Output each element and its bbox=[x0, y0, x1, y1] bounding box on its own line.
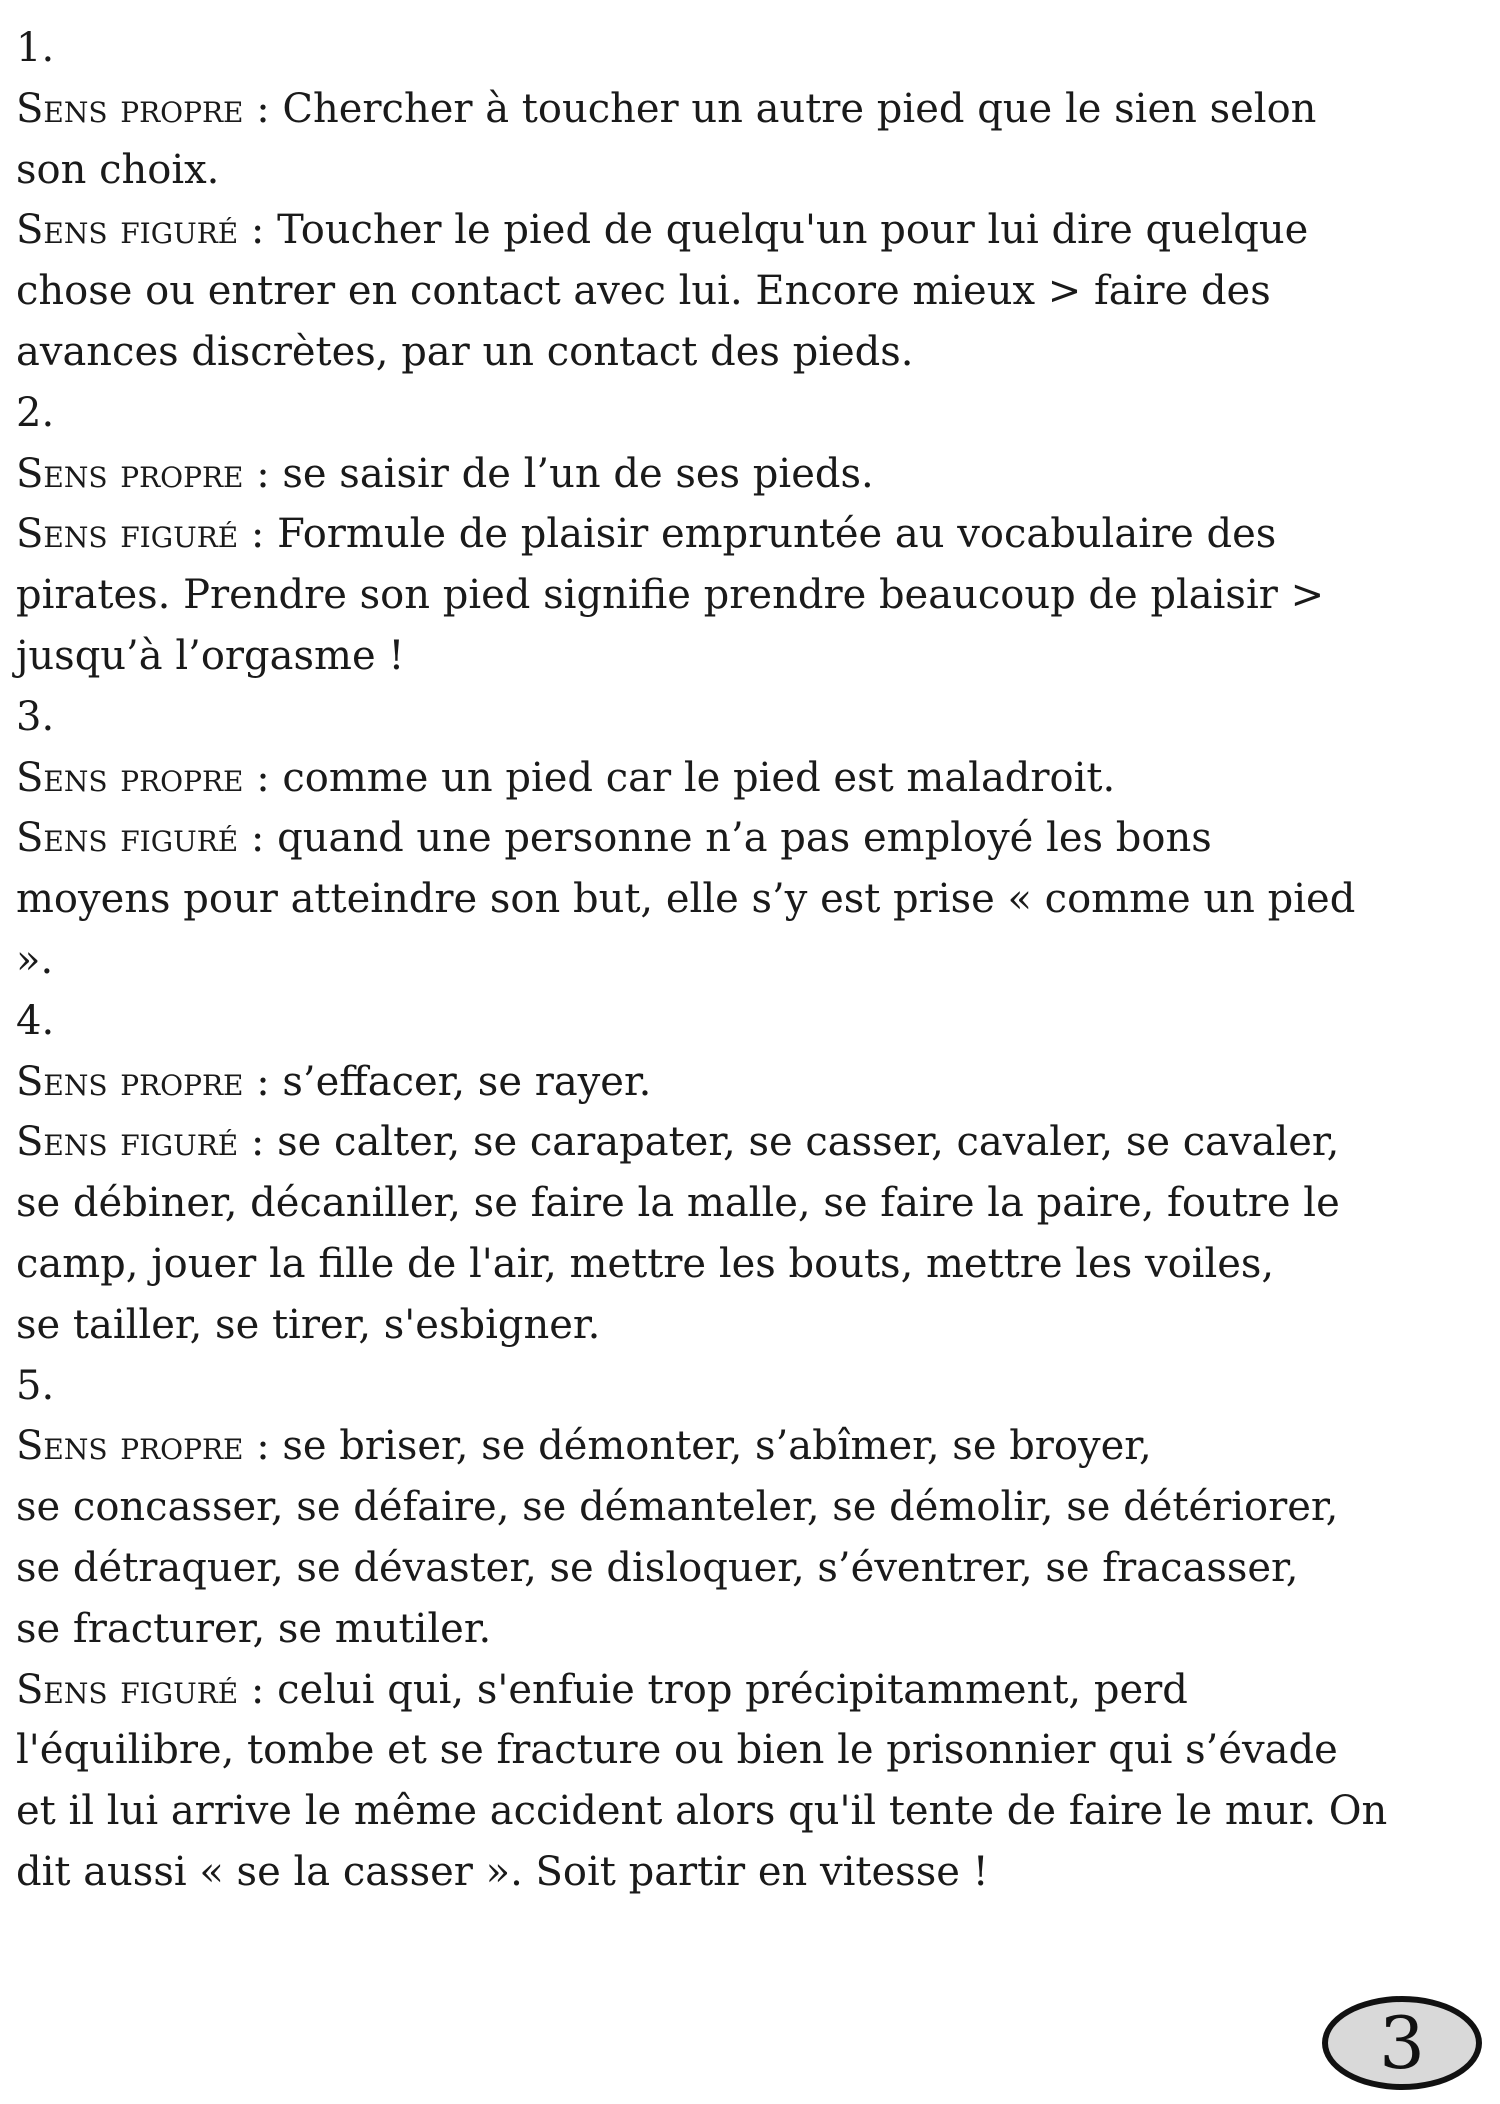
sens-figure-text: se calter, se carapater, se casser, cavaler, se cavaler, bbox=[264, 1119, 1340, 1166]
sens-figure-line bbox=[16, 808, 1486, 869]
sens-figure-text: dit aussi « se la casser ». Soit partir en vitesse ! bbox=[16, 1848, 989, 1895]
sens-propre-text: comme un pied car le pied est maladroit. bbox=[269, 754, 1116, 801]
section-number: 3. bbox=[16, 693, 55, 740]
sens-figure-label: Sens figuré : bbox=[16, 1119, 265, 1166]
sens-figure-text: Formule de plaisir empruntée au vocabulaire des bbox=[264, 511, 1277, 558]
sens-figure-text: se débiner, décaniller, se faire la malle, se faire la paire, foutre le bbox=[16, 1180, 1340, 1227]
sens-propre-line bbox=[16, 79, 1486, 140]
section-3 bbox=[16, 687, 1486, 991]
sens-propre-label: Sens propre : bbox=[16, 1423, 270, 1470]
section-number: 4. bbox=[16, 997, 55, 1044]
section-number: 5. bbox=[16, 1362, 55, 1409]
sens-figure-text: camp, jouer la fille de l'air, mettre les bouts, mettre les voiles, bbox=[16, 1240, 1275, 1287]
sens-propre-text: son choix. bbox=[16, 146, 220, 193]
page-number-badge bbox=[1322, 1996, 1482, 2090]
section-number: 1. bbox=[16, 25, 55, 71]
sens-figure-text: l'équilibre, tombe et se fracture ou bien le prisonnier qui s’évade bbox=[16, 1727, 1338, 1774]
sens-figure-text: Toucher le pied de quelqu'un pour lui dire quelque bbox=[264, 207, 1309, 254]
sens-figure-text: avances discrètes, par un contact des pieds. bbox=[16, 328, 914, 375]
sens-propre-text: se briser, se démonter, s’abîmer, se broyer, bbox=[269, 1423, 1152, 1470]
sens-propre-label: Sens propre : bbox=[16, 450, 270, 497]
sens-figure-line bbox=[16, 1112, 1486, 1173]
document-body bbox=[16, 18, 1486, 1903]
sens-figure-label: Sens figuré : bbox=[16, 1666, 265, 1713]
sens-propre-text: se concasser, se défaire, se démanteler, se démolir, se détériorer, bbox=[16, 1484, 1339, 1531]
sens-figure-text: pirates. Prendre son pied signifie prendre beaucoup de plaisir > bbox=[16, 572, 1325, 619]
sens-figure-text: moyens pour atteindre son but, elle s’y est prise « comme un pied bbox=[16, 876, 1356, 923]
section-4 bbox=[16, 991, 1486, 1356]
section-5 bbox=[16, 1356, 1486, 1903]
sens-propre-line bbox=[16, 748, 1486, 809]
sens-figure-line bbox=[16, 200, 1486, 261]
sens-figure-text: celui qui, s'enfuie trop précipitamment, perd bbox=[264, 1666, 1188, 1713]
sens-propre-line bbox=[16, 444, 1486, 505]
sens-propre-text: Chercher à toucher un autre pied que le sien selon bbox=[269, 85, 1317, 132]
sens-propre-text: se saisir de l’un de ses pieds. bbox=[269, 450, 874, 497]
page-number: 3 bbox=[1379, 2001, 1425, 2085]
sens-figure-line bbox=[16, 1660, 1486, 1721]
sens-figure-text: chose ou entrer en contact avec lui. Encore mieux > faire des bbox=[16, 268, 1271, 315]
sens-propre-text: s’effacer, se rayer. bbox=[269, 1058, 652, 1105]
sens-propre-text: se fracturer, se mutiler. bbox=[16, 1605, 492, 1652]
sens-figure-label: Sens figuré : bbox=[16, 511, 265, 558]
sens-figure-line bbox=[16, 504, 1486, 565]
sens-figure-text: quand une personne n’a pas employé les bons bbox=[264, 815, 1212, 862]
sens-figure-text: et il lui arrive le même accident alors qu'il tente de faire le mur. On bbox=[16, 1788, 1388, 1835]
sens-propre-label: Sens propre : bbox=[16, 754, 270, 801]
sens-figure-label: Sens figuré : bbox=[16, 815, 265, 862]
sens-propre-line bbox=[16, 1052, 1486, 1113]
sens-figure-text: ». bbox=[16, 936, 54, 983]
section-2 bbox=[16, 383, 1486, 687]
sens-propre-label: Sens propre : bbox=[16, 85, 270, 132]
sens-figure-text: jusqu’à l’orgasme ! bbox=[16, 632, 405, 679]
sens-figure-label: Sens figuré : bbox=[16, 207, 265, 254]
sens-figure-text: se tailler, se tirer, s'esbigner. bbox=[16, 1301, 601, 1348]
sens-propre-label: Sens propre : bbox=[16, 1058, 270, 1105]
sens-propre-line bbox=[16, 1416, 1486, 1477]
sens-propre-text: se détraquer, se dévaster, se disloquer, s’éventrer, se fracasser, bbox=[16, 1544, 1299, 1591]
section-1 bbox=[16, 18, 1486, 383]
section-number: 2. bbox=[16, 389, 55, 436]
